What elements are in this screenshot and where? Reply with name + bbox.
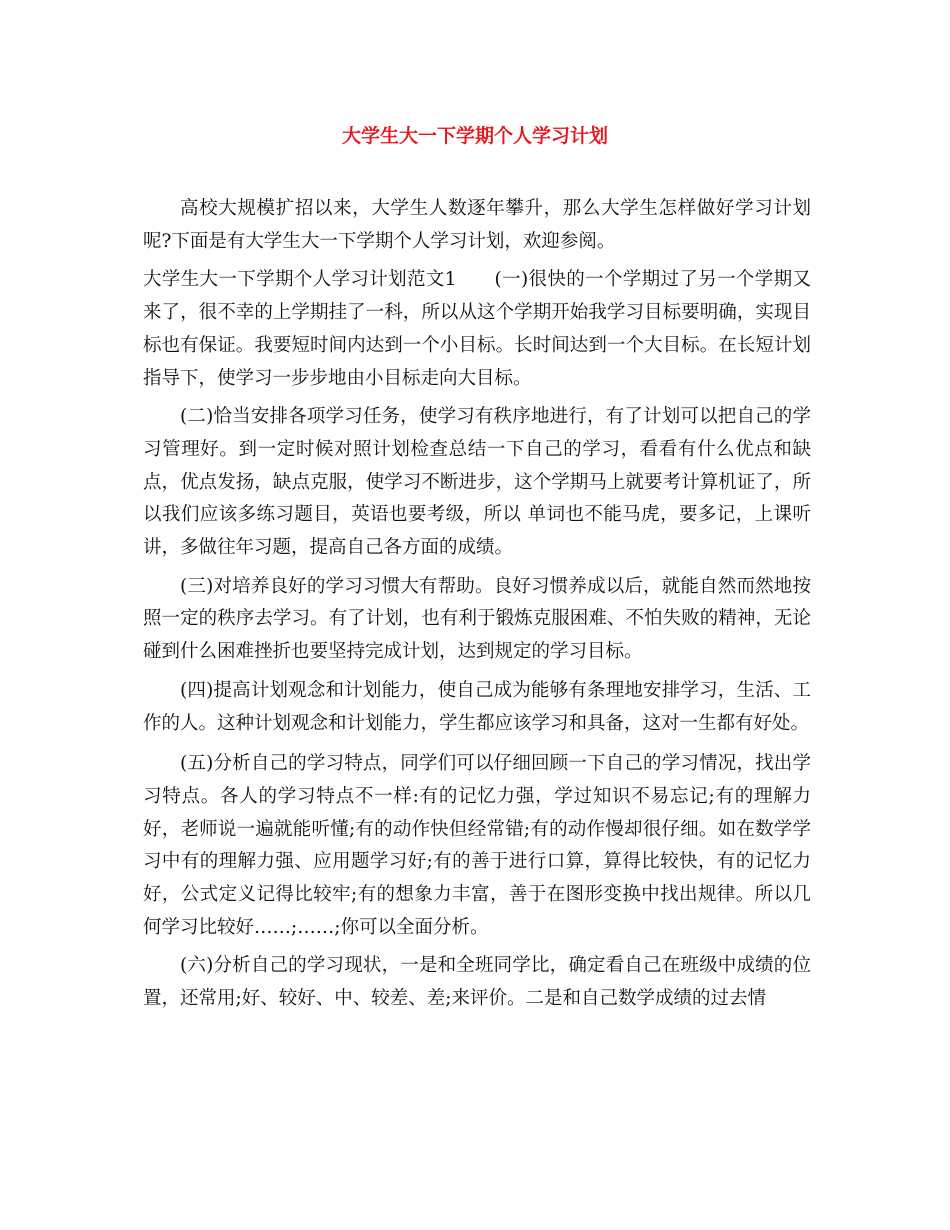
paragraph-intro: 高校大规模扩招以来，大学生人数逐年攀升，那么大学生怎样做好学习计划呢?下面是有大学生大一下学期个人学习计划，欢迎参阅。 xyxy=(143,198,811,252)
paragraph-section-3: (三)对培养良好的学习习惯大有帮助。良好习惯养成以后，就能自然而然地按照一定的秩序去学习。有了计划，也有利于锻炼克服困难、不怕失败的精神，无论碰到什么困难挫折也要坚持完成计划，达到规定的学习目标。 xyxy=(143,575,811,663)
document-title: 大学生大一下学期个人学习计划 xyxy=(341,125,608,147)
paragraph-section-5: (五)分析自己的学习特点，同学们可以仔细回顾一下自己的学习情况，找出学习特点。各人的学习特点不一样:有的记忆力强，学过知识不易忘记;有的理解力好，老师说一遍就能听懂;有的动作快但经常错;有的动作慢却很仔细。如在数学学习中有的理解力强、应用题学习好;有的善于进行口算，算得比较快，有的记忆力好，公式定义记得比较牢;有的想象力丰富，善于在图形变换中找出规律。所以几何学习比较好……;……;你可以全面分析。 xyxy=(143,753,811,938)
document-body xyxy=(143,193,811,1016)
paragraph-section-6: (六)分析自己的学习现状，一是和全班同学比，确定看自己在班级中成绩的位置，还常用;好、较好、中、较差、差;来评价。二是和自己数学成绩的过去情 xyxy=(143,955,811,1010)
paragraph-section-1: 大学生大一下学期个人学习计划范文1 (一)很快的一个学期过了另一个学期又来了，很不幸的上学期挂了一科，所以从这个学期开始我学习目标要明确，实现目标也有保证。我要短时间内达到一个小目标。长时间达到一个大目标。在长短计划指导下，使学习一步步地由小目标走向大目标。 xyxy=(143,269,811,389)
paragraph-section-2: (二)恰当安排各项学习任务，使学习有秩序地进行，有了计划可以把自己的学习管理好。到一定时候对照计划检查总结一下自己的学习，看看有什么优点和缺点，优点发扬，缺点克服，使学习不断进步，这个学期马上就要考计算机证了，所以我们应该多练习题目，英语也要考级，所以 单词也不能马虎，要多记，上课听讲，多做往年习题，提高自己各方面的成绩。 xyxy=(143,406,811,559)
paragraph-section-4: (四)提高计划观念和计划能力，使自己成为能够有条理地安排学习，生活、工作的人。这种计划观念和计划能力，学生都应该学习和具备，这对一生都有好处。 xyxy=(143,679,811,734)
